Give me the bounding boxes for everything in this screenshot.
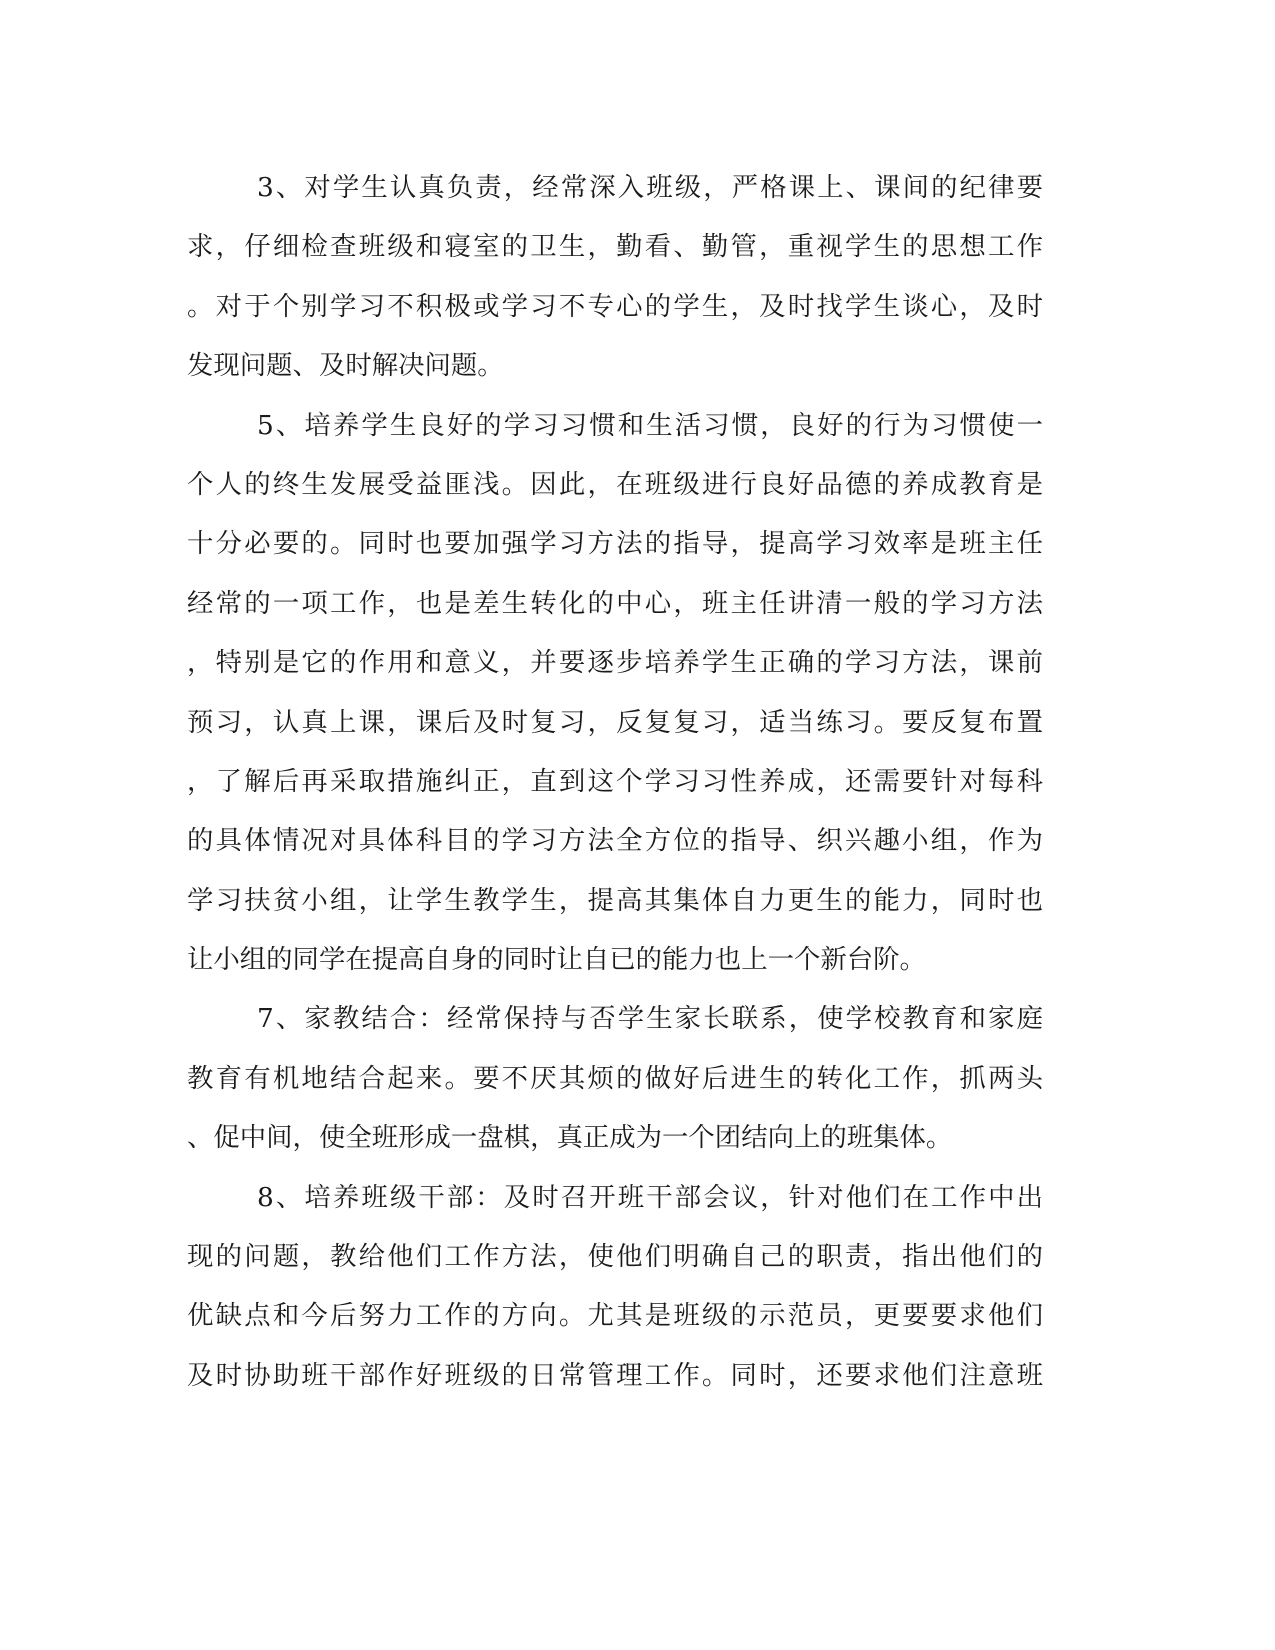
document-body (187, 158, 1043, 1405)
paragraph-5-line-3: 十分必要的。同时也要加强学习方法的指导，提高学习效率是班主任 (187, 528, 1043, 560)
paragraph-8-line-4: 及时协助班干部作好班级的日常管理工作。同时，还要求他们注意班 (187, 1359, 1043, 1391)
paragraph-5-line-6: 预习，认真上课，课后及时复习，反复复习，适当练习。要反复布置 (187, 706, 1043, 738)
paragraph-8-line-3: 优缺点和今后努力工作的方向。尤其是班级的示范员，更要要求他们 (187, 1300, 1043, 1332)
paragraph-3-line-4: 发现问题、及时解决问题。 (187, 350, 504, 382)
paragraph-7-line-2: 教育有机地结合起来。要不厌其烦的做好后进生的转化工作，抓两头 (187, 1062, 1043, 1094)
paragraph-5-line-9: 学习扶贫小组，让学生教学生，提高其集体自力更生的能力，同时也 (187, 884, 1043, 916)
paragraph-3-line-2: 求，仔细检查班级和寝室的卫生，勤看、勤管，重视学生的思想工作 (187, 231, 1043, 263)
paragraph-5-line-5: ，特别是它的作用和意义，并要逐步培养学生正确的学习方法，课前 (187, 647, 1043, 679)
paragraph-3-line-1: 3、对学生认真负责，经常深入班级，严格课上、课间的纪律要 (257, 172, 1043, 203)
paragraph-5-line-4: 经常的一项工作，也是差生转化的中心，班主任讲清一般的学习方法 (187, 587, 1043, 619)
paragraph-5-line-2: 个人的终生发展受益匪浅。因此，在班级进行良好品德的养成教育是 (187, 468, 1043, 500)
paragraph-5-line-8: 的具体情况对具体科目的学习方法全方位的指导、织兴趣小组，作为 (187, 825, 1043, 857)
paragraph-5-line-1: 5、培养学生良好的学习习惯和生活习惯，良好的行为习惯使一 (257, 409, 1043, 441)
paragraph-8-line-1: 8、培养班级干部：及时召开班干部会议，针对他们在工作中出 (257, 1181, 1043, 1213)
paragraph-7-line-1: 7、家教结合：经常保持与否学生家长联系，使学校教育和家庭 (257, 1003, 1043, 1035)
paragraph-8-line-2: 现的问题，教给他们工作方法，使他们明确自己的职责，指出他们的 (187, 1241, 1043, 1273)
paragraph-5-line-10: 让小组的同学在提高自身的同时让自已的能力也上一个新台阶。 (187, 944, 926, 976)
paragraph-7-line-3: 、促中间，使全班形成一盘棋，真正成为一个团结向上的班集体。 (187, 1122, 953, 1154)
paragraph-5-line-7: ，了解后再采取措施纠正，直到这个学习习性养成，还需要针对每科 (187, 765, 1043, 797)
paragraph-3-line-3: 。对于个别学习不积极或学习不专心的学生，及时找学生谈心，及时 (187, 290, 1043, 322)
